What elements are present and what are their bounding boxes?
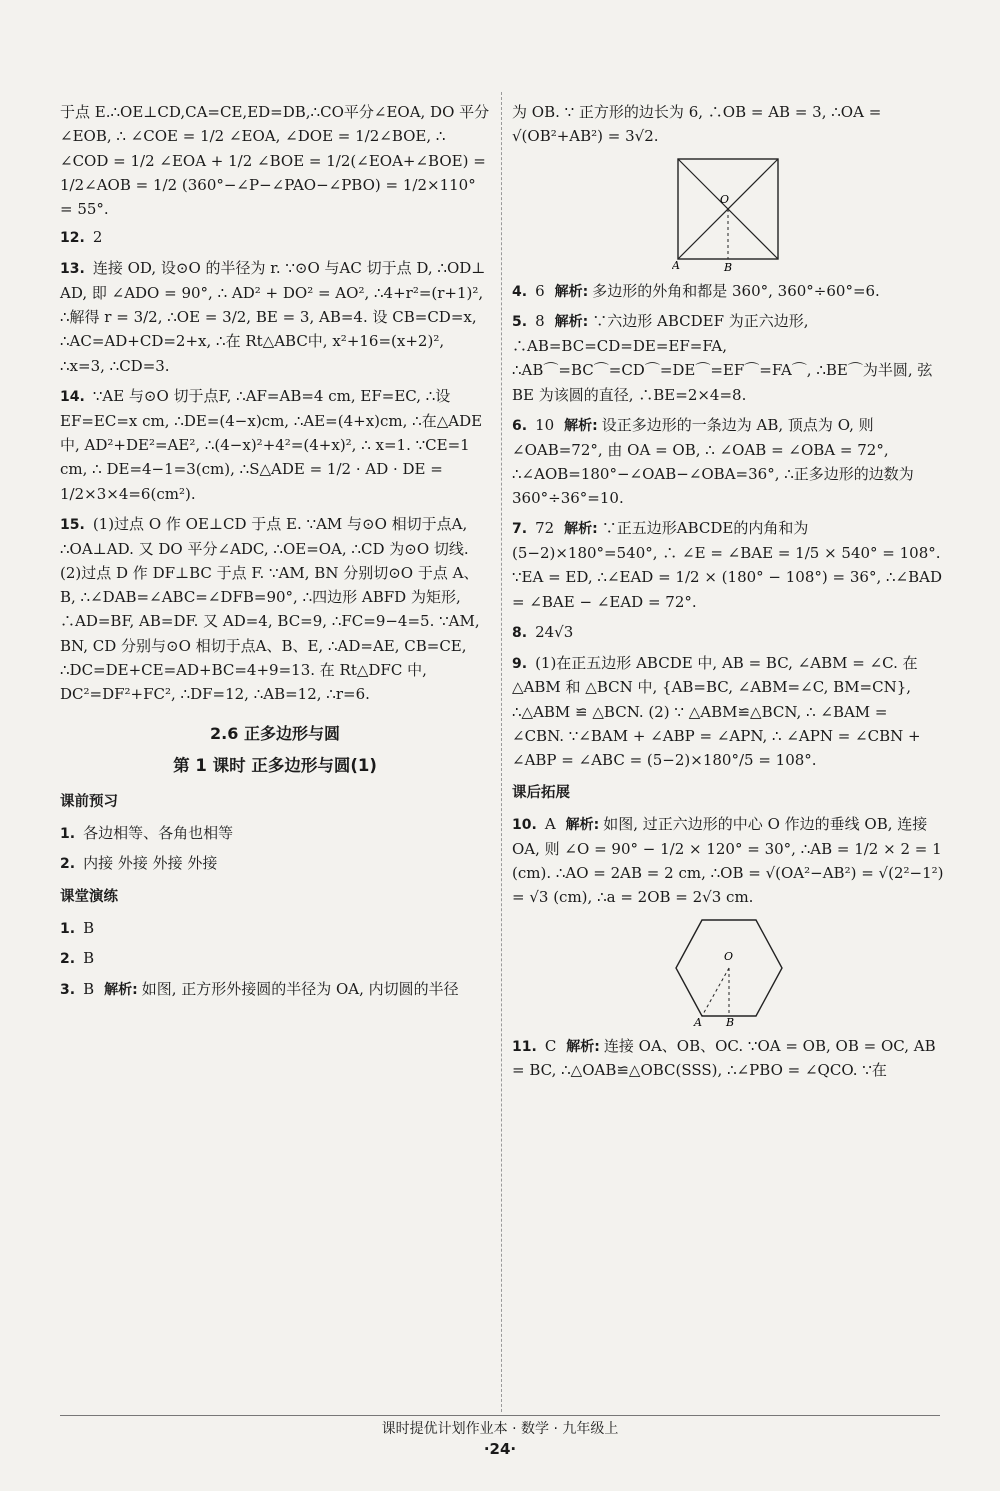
label-a: A — [694, 1015, 702, 1028]
footer-rule — [60, 1415, 940, 1416]
segment-oa — [702, 968, 729, 1016]
answer-12 — [60, 225, 490, 250]
answer-10 — [512, 812, 944, 910]
answer-6 — [512, 413, 944, 511]
item-number: 2. — [60, 951, 76, 968]
answer-text: 设正多边形的一条边为 AB, 顶点为 O, 则 ∠OAB=72°, 由 OA = OB, ∴ ∠OAB = ∠OBA = 72°, ∴∠AOB=180°−∠OAB−∠OBA=36°, ∴正多边形的边数为 360°÷36°=10. — [512, 415, 914, 508]
class-answer-3 — [60, 977, 490, 1002]
item-number: 1. — [60, 920, 76, 937]
pre-class-label: 课前预习 — [60, 794, 118, 811]
section-title: 2.6 正多边形与圆 — [210, 723, 340, 743]
answer-13 — [60, 256, 490, 378]
left-column — [60, 100, 490, 1008]
answer-choice: 10 — [535, 415, 555, 434]
square-figure — [672, 155, 784, 273]
analysis-label: 解析: — [564, 521, 598, 538]
answer-text: 2 — [92, 228, 103, 247]
answer-text: (1)过点 O 作 OE⊥CD 于点 E. ∵AM 与⊙O 相切于点A, ∴OA⊥AD. 又 DO 平分∠ADC, ∴OE=OA, ∴CD 为⊙O 切线. (2)过点 D 作 DF⊥BC 于点 F. ∵AM, BN 分别切⊙O 于点 A、B, ∴∠DAB=∠ABC=∠DFB=90°, ∴四边形 ABFD 为矩形, ∴AD=BF, AB=DF. 又 AD=4, BC=9, ∴FC=9−4=5. ∵AM, BN, CD 分别与⊙O 相切于点A、B、E, ∴AD=AE, CB=CE, ∴DC=DE+CE=AD+BC=4+9=13. 在 Rt△DFC 中, DC²=DF²+FC², ∴DF=12, ∴AB=12, ∴r=6. — [60, 514, 480, 704]
hexagon-figure — [668, 916, 788, 1028]
answer-text: ∵正五边形ABCDE的内角和为(5−2)×180°=540°, ∴ ∠E = ∠BAE = 1/5 × 540° = 108°. ∵EA = ED, ∴∠EAD = 1/2 × (180° − 108°) = 36°, ∴∠BAD = ∠BAE − ∠EAD = 72°. — [512, 519, 942, 611]
item-number: 5. — [512, 314, 528, 331]
item-number: 7. — [512, 521, 528, 538]
answer-5 — [512, 309, 944, 407]
answer-text: 多边形的外角和都是 360°, 360°÷60°=6. — [592, 281, 880, 300]
answer-text: 如图, 过正六边形的中心 O 作边的垂线 OB, 连接 OA, 则 ∠O = 90° − 1/2 × 120° = 30°, ∴AB = 1/2 × 2 = 1 (cm). ∴AO = 2AB = 2 cm, ∴OB = √(OA²−AB²) = √(2²−1²) = √3 (cm), ∴a = 2OB = 2√3 cm. — [512, 814, 944, 907]
item-number: 10. — [512, 816, 537, 833]
answer-choice: 8 — [535, 312, 545, 331]
answer-7 — [512, 516, 944, 614]
answer-9 — [512, 651, 944, 773]
analysis-label: 解析: — [566, 1038, 600, 1055]
pre-answer-2 — [60, 851, 490, 876]
item-number: 4. — [512, 283, 528, 300]
class-answer-2 — [60, 946, 490, 971]
page-number: ·24· — [483, 1440, 517, 1458]
label-b: B — [724, 260, 733, 273]
label-a: A — [672, 258, 680, 272]
label-b: B — [726, 1015, 735, 1028]
item-number: 3. — [60, 981, 76, 998]
analysis-label: 解析: — [104, 981, 138, 998]
answer-choice: 72 — [535, 519, 555, 538]
answer-choice: B — [83, 979, 95, 998]
analysis-label: 解析: — [554, 283, 589, 300]
item-number: 12. — [60, 230, 85, 247]
in-class-label: 课堂演练 — [60, 889, 118, 906]
item-number: 2. — [60, 856, 76, 873]
answer-choice: 6 — [535, 281, 545, 300]
answer-text: 连接 OA、OB、OC. ∵OA = OB, OB = OC, AB = BC, ∴△OAB≌△OBC(SSS), ∴∠PBO = ∠QCO. ∵在 — [512, 1036, 936, 1080]
answer-text: B — [83, 918, 95, 937]
footer-title: 课时提优计划作业本 · 数学 · 九年级上 — [381, 1421, 619, 1437]
answer-text: 各边相等、各角也相等 — [83, 823, 234, 842]
item-number: 9. — [512, 655, 528, 672]
label-o: O — [724, 949, 734, 963]
after-class-label: 课后拓展 — [512, 785, 570, 802]
lesson-title: 第 1 课时 正多边形与圆(1) — [173, 755, 377, 775]
column-divider — [501, 92, 502, 1412]
answer-text: ∵六边形 ABCDEF 为正六边形, ∴AB=BC=CD=DE=EF=FA, ∴AB⌒=BC⌒=CD⌒=DE⌒=EF⌒=FA⌒, ∴BE⌒为半圆, 弦 BE 为该圆的直径, ∴BE=2×4=8. — [512, 312, 933, 404]
item-number: 13. — [60, 261, 85, 278]
class-answer-1 — [60, 916, 490, 941]
answer-text: ∵AE 与⊙O 切于点F, ∴AF=AB=4 cm, EF=EC, ∴设 EF=EC=x cm, ∴DE=(4−x)cm, ∴AE=(4+x)cm, ∴在△ADE 中, AD²+DE²=AE², ∴(4−x)²+4²=(4+x)², ∴ x=1. ∵CE=1 cm, ∴ DE=4−1=3(cm), ∴S△ADE = 1/2 · AD · DE = 1/2×3×4=6(cm²). — [60, 387, 483, 503]
item-number: 11. — [512, 1038, 537, 1055]
answer-8 — [512, 620, 944, 645]
label-o: O — [720, 192, 730, 206]
analysis-label: 解析: — [554, 314, 589, 331]
answer-14 — [60, 384, 490, 506]
answer-text: 连接 OD, 设⊙O 的半径为 r. ∵⊙O 与AC 切于点 D, ∴OD⊥ AD, 即 ∠ADO = 90°, ∴ AD² + DO² = AO², ∴4+r²=(r+1)², ∴解得 r = 3/2, ∴OE = 3/2, BE = 3, AB=4. 设 CB=CD=x, ∴AC=AD+CD=2+x, ∴在 Rt△ABC中, x²+16=(x+2)², ∴x=3, ∴CD=3. — [60, 259, 486, 375]
answer-11 — [512, 1034, 944, 1083]
answer-text: B — [83, 949, 95, 968]
answer-15 — [60, 512, 490, 707]
answer-3-continuation: 为 OB. ∵ 正方形的边长为 6, ∴OB = AB = 3, ∴OA = √(OB²+AB²) = 3√2. — [512, 103, 882, 146]
answer-4 — [512, 279, 944, 304]
item-number: 15. — [60, 516, 85, 533]
answer-11-continuation: 于点 E.∴OE⊥CD,CA=CE,ED=DB,∴CO平分∠EOA, DO 平分 ∠EOB, ∴ ∠COE = 1/2 ∠EOA, ∠DOE = 1/2∠BOE, ∴ ∠COD = 1/2 ∠EOA + 1/2 ∠BOE = 1/2(∠EOA+∠BOE) = 1/2∠AOB = 1/2 (360°−∠P−∠PAO−∠PBO) = 1/2×110° = 55°. — [60, 103, 490, 219]
analysis-label: 解析: — [565, 816, 600, 833]
answer-choice: C — [544, 1036, 557, 1055]
answer-choice: A — [544, 814, 556, 833]
item-number: 8. — [512, 624, 528, 641]
analysis-label: 解析: — [564, 417, 598, 434]
answer-text: (1)在正五边形 ABCDE 中, AB = BC, ∠ABM = ∠C. 在 △ABM 和 △BCN 中, {AB=BC, ∠ABM=∠C, BM=CN}, ∴△ABM ≌ △BCN. (2) ∵ △ABM≌△BCN, ∴ ∠BAM = ∠CBN. ∵∠BAM + ∠ABP = ∠APN, ∴ ∠APN = ∠CBN + ∠ABP = ∠ABC = (5−2)×180°/5 = 108°. — [512, 653, 921, 770]
item-number: 14. — [60, 389, 85, 406]
pre-answer-1 — [60, 821, 490, 846]
answer-text: 24√3 — [535, 622, 574, 641]
answer-text: 内接 外接 外接 外接 — [83, 854, 218, 873]
right-column — [512, 100, 944, 1089]
answer-text: 如图, 正方形外接圆的半径为 OA, 内切圆的半径 — [141, 979, 459, 998]
item-number: 6. — [512, 417, 528, 434]
item-number: 1. — [60, 825, 76, 842]
